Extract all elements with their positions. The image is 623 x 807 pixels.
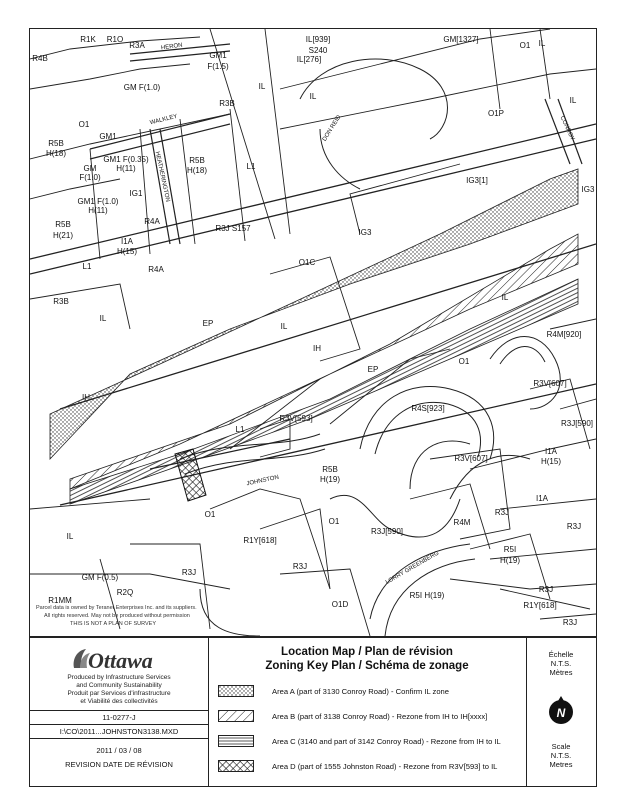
zone-label: R4S[923] xyxy=(411,404,445,413)
zone-label: WALKLEY xyxy=(149,113,179,127)
zone-label: R4M[920] xyxy=(546,330,582,339)
zone-label: O1 xyxy=(519,41,531,50)
zone-label: CONROY xyxy=(558,115,576,142)
file-number: 11-0277-J xyxy=(102,713,136,722)
zone-label: R3A xyxy=(129,41,145,50)
legend-item-area-a xyxy=(218,684,449,698)
zone-label: IL[276] xyxy=(296,55,322,64)
zone-label: EP xyxy=(367,365,379,374)
scale-fr-nts: N.T.S. xyxy=(550,659,572,668)
zone-label: IL xyxy=(280,322,288,331)
legend-item-area-d xyxy=(218,759,497,773)
zone-label: GM1 F(1.0) xyxy=(77,197,119,206)
zone-label: R3J S157 xyxy=(215,224,251,233)
zone-label: IG3[1] xyxy=(466,176,488,185)
revision-date-label: REVISION DATE DE RÉVISION xyxy=(65,760,173,769)
zone-label: IL[939] xyxy=(305,35,331,44)
zone-label: R1MM xyxy=(48,596,72,605)
ottawa-logo-text: Ottawa xyxy=(88,648,153,673)
zone-label: IG3 xyxy=(581,185,595,194)
zone-label: R3J xyxy=(566,522,582,531)
zone-label: HERON xyxy=(160,42,184,52)
zone-label: O1 xyxy=(458,357,470,366)
zone-label: R3V[593] xyxy=(279,414,313,423)
zone-label: F(1.5) xyxy=(207,62,229,71)
zone-label: IG1 xyxy=(129,189,143,198)
zone-label: L1 xyxy=(235,425,245,434)
zone-label: LORRY GREENBERG xyxy=(384,550,441,586)
zone-label: R3J xyxy=(538,585,554,594)
zone-label: GM[1327] xyxy=(443,35,479,44)
zone-label: IL xyxy=(66,532,74,541)
zone-label: R5I xyxy=(503,545,517,554)
zone-label: R4B xyxy=(32,54,48,63)
zone-label: R2Q xyxy=(116,588,134,597)
zone-label: R1Y[618] xyxy=(523,601,557,610)
map-canvas[interactable] xyxy=(30,29,596,636)
zone-label: H(15) xyxy=(116,247,138,256)
zone-label: I1A xyxy=(544,447,558,456)
zone-label: R3J xyxy=(292,562,308,571)
zone-label: R5B xyxy=(322,465,338,474)
zone-label: R3B xyxy=(219,99,235,108)
copyright-line-3: THIS IS NOT A PLAN OF SURVEY xyxy=(70,621,156,627)
zone-label: R3J xyxy=(181,568,197,577)
zone-label: IL xyxy=(309,92,317,101)
zone-label: H(11) xyxy=(88,206,108,215)
copyright-note xyxy=(36,605,197,627)
zone-label: L1 xyxy=(246,162,256,171)
scale-block xyxy=(526,638,596,786)
zone-label: R3J[590] xyxy=(370,527,404,536)
file-path: I:\CO\2011...JOHNSTON3138.MXD xyxy=(59,727,179,736)
legend-panel xyxy=(29,637,597,787)
zone-label: H(18) xyxy=(186,166,208,175)
zone-label: R4A xyxy=(144,217,160,226)
zone-label: R5B xyxy=(55,220,71,229)
zone-label: R3V[607] xyxy=(533,379,567,388)
zone-label: I1A xyxy=(535,494,549,503)
zone-label: JOHNSTON xyxy=(246,474,280,488)
diagonal-swatch-icon xyxy=(218,710,254,722)
zone-label: O1 xyxy=(328,517,340,526)
zone-label: IH xyxy=(82,393,90,402)
legend-item-area-c xyxy=(218,734,501,748)
zone-label: H(19) xyxy=(499,556,521,565)
crosshatch-swatch-icon xyxy=(218,760,254,772)
zone-label: R1O xyxy=(106,35,124,44)
legend-label: Area D (part of 1555 Johnston Road) - Rezone from R3V[593] to IL xyxy=(272,761,498,771)
zone-label: H(19) xyxy=(319,475,341,484)
divider xyxy=(30,710,208,711)
map-panel[interactable] xyxy=(29,28,597,637)
legend-label: Area A (part of 3130 Conroy Road) - Confirm IL zone xyxy=(272,686,449,696)
legend-label: Area B (part of 3138 Conroy Road) - Rezone from IH to IH[xxxx] xyxy=(272,711,488,721)
zone-label: DON REID xyxy=(321,114,343,143)
legend-label: Area C (3140 and part of 3142 Conroy Road) - Rezone from IH to IL xyxy=(272,736,501,746)
legend-item-area-b xyxy=(218,709,487,723)
zone-label: R4A xyxy=(148,265,164,274)
revision-date: 2011 / 03 / 08 xyxy=(96,746,142,755)
zone-label: R3J xyxy=(494,508,510,517)
producer-block xyxy=(30,638,209,786)
legend-center xyxy=(208,638,527,786)
zone-label: H(18) xyxy=(45,149,67,158)
zone-label: R5I H(19) xyxy=(409,591,445,600)
credit-line-2: and Community Sustainability xyxy=(76,682,162,689)
scale-en-label: Scale xyxy=(551,742,571,751)
credit-line-4: et Viabilité des collectivités xyxy=(80,698,158,705)
zone-label: GM1 F(0.35) xyxy=(103,155,149,164)
zone-label: H(21) xyxy=(52,231,74,240)
credit-line-1: Produced by Infrastructure Services xyxy=(67,674,171,681)
copyright-line-2: All rights reserved. May not be produced without permission xyxy=(44,613,190,619)
zone-label: IH xyxy=(313,344,321,353)
scale-en-units: Metres xyxy=(549,760,573,769)
copyright-line-1: Parcel data is owned by Teranet Enterprises Inc. and its suppliers. xyxy=(36,605,197,611)
north-letter: N xyxy=(556,706,566,720)
zone-label: EP xyxy=(202,319,214,328)
zone-label: R3J xyxy=(562,618,578,627)
zone-label: R5B xyxy=(48,139,64,148)
zone-label: GM1 xyxy=(99,132,117,141)
zone-label: H(15) xyxy=(540,457,562,466)
scale-fr-label: Échelle xyxy=(548,650,574,659)
zone-label: R3V[607] xyxy=(454,454,488,463)
zone-label: O1C xyxy=(298,258,316,267)
zone-label: IL xyxy=(258,82,266,91)
north-arrow-icon xyxy=(547,696,575,726)
scale-fr-units: Mètres xyxy=(549,668,573,677)
zone-label: IG3 xyxy=(358,228,372,237)
zone-label: R3J[590] xyxy=(560,419,594,428)
zone-label: R3B xyxy=(53,297,69,306)
zone-label: R1Y[618] xyxy=(243,536,277,545)
zone-label: I1A xyxy=(120,237,134,246)
zone-label: R5B xyxy=(189,156,205,165)
zone-label: O1 xyxy=(204,510,216,519)
zone-label: O1P xyxy=(487,109,505,118)
zone-label: GM xyxy=(83,164,97,173)
scale-en-nts: N.T.S. xyxy=(550,751,572,760)
zone-label: S240 xyxy=(308,46,328,55)
zone-label: IL xyxy=(569,96,577,105)
zone-label: GM F(0.5) xyxy=(81,573,119,582)
zone-label: GM F(1.0) xyxy=(123,83,161,92)
map-subtitle: Zoning Key Plan / Schéma de zonage xyxy=(265,660,469,672)
zone-label: R4M xyxy=(453,518,471,527)
credit-line-3: Produit par Services d'infrastructure xyxy=(67,690,171,697)
map-title: Location Map / Plan de révision xyxy=(281,646,453,658)
dots-swatch-icon xyxy=(218,685,254,697)
zone-label: H(11) xyxy=(116,164,136,173)
zone-label: R1K xyxy=(80,35,96,44)
zone-label: IL xyxy=(501,293,509,302)
zone-label: F(1.0) xyxy=(79,173,101,182)
zone-label: IL xyxy=(538,39,546,48)
zone-label: O1D xyxy=(331,600,349,609)
zone-label: L1 xyxy=(82,262,92,271)
zone-label: HEATHERINGTON xyxy=(153,151,171,203)
zone-label: IL xyxy=(99,314,107,323)
horizontal-swatch-icon xyxy=(218,735,254,747)
zone-label: GM1 xyxy=(209,51,227,60)
divider xyxy=(30,724,208,725)
zone-label: O1 xyxy=(78,120,90,129)
divider xyxy=(30,738,208,739)
